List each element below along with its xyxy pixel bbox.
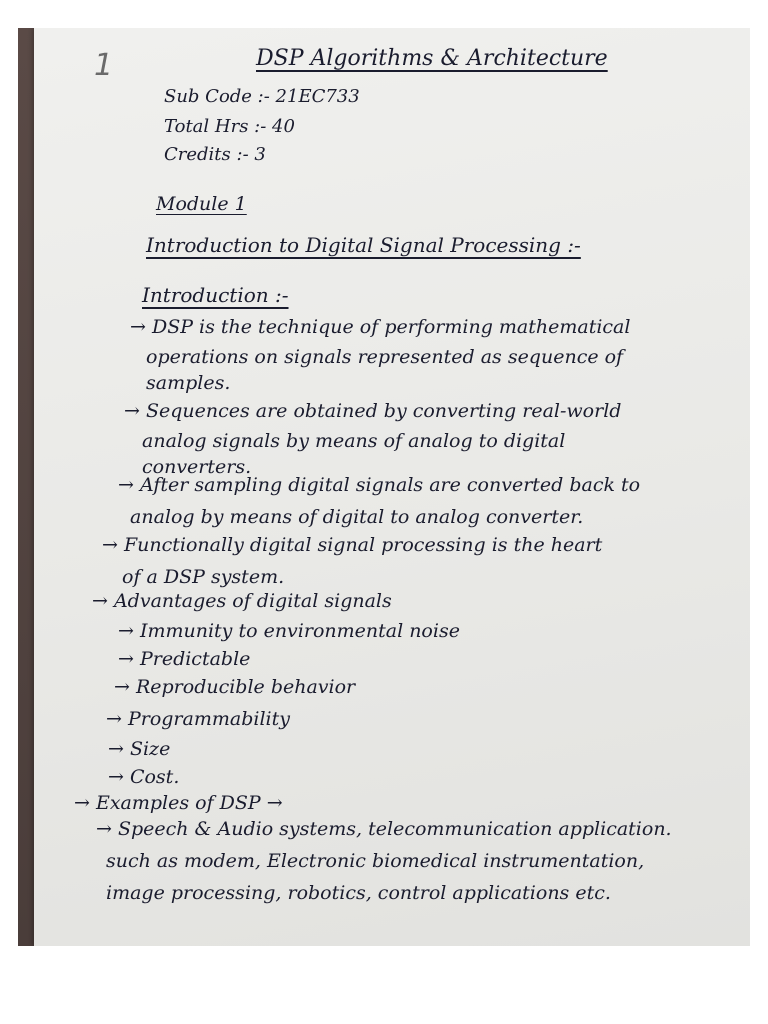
note-line: image processing, robotics, control applications etc.	[106, 882, 611, 904]
section-heading: Introduction to Digital Signal Processing :-	[146, 233, 581, 257]
note-line: → Programmability	[106, 708, 290, 730]
note-line: → Sequences are obtained by converting real-world	[124, 400, 622, 422]
total-hours: Total Hrs :- 40	[164, 116, 295, 137]
photo-frame	[18, 28, 750, 946]
note-line: → Advantages of digital signals	[92, 590, 392, 612]
note-line: such as modem, Electronic biomedical instrumentation,	[106, 850, 645, 872]
module-label: Module 1	[156, 193, 247, 215]
note-line: → Speech & Audio systems, telecommunication application.	[96, 818, 672, 840]
note-line: of a DSP system.	[122, 566, 285, 588]
note-line: operations on signals represented as sequence of	[146, 346, 624, 368]
note-line: → Cost.	[108, 766, 180, 788]
note-line: analog signals by means of analog to digital	[142, 430, 566, 452]
note-line: → DSP is the technique of performing mathematical	[130, 316, 631, 338]
note-line: → Reproducible behavior	[114, 676, 356, 698]
note-line: → After sampling digital signals are converted back to	[118, 474, 641, 496]
page-title: DSP Algorithms & Architecture	[256, 46, 608, 71]
note-line: → Immunity to environmental noise	[118, 620, 460, 642]
note-line: analog by means of digital to analog converter.	[130, 506, 584, 528]
note-line: → Examples of DSP →	[74, 792, 283, 814]
credits: Credits :- 3	[164, 144, 266, 165]
note-line: → Functionally digital signal processing is the heart	[102, 534, 603, 556]
page-number: 1	[94, 48, 114, 83]
note-line: converters.	[142, 456, 252, 478]
note-line: → Size	[108, 738, 171, 760]
note-line: → Predictable	[118, 648, 251, 670]
note-line: samples.	[146, 372, 231, 394]
notebook-page	[34, 28, 750, 946]
sub-code: Sub Code :- 21EC733	[164, 86, 360, 107]
subsection-heading: Introduction :-	[142, 283, 289, 307]
